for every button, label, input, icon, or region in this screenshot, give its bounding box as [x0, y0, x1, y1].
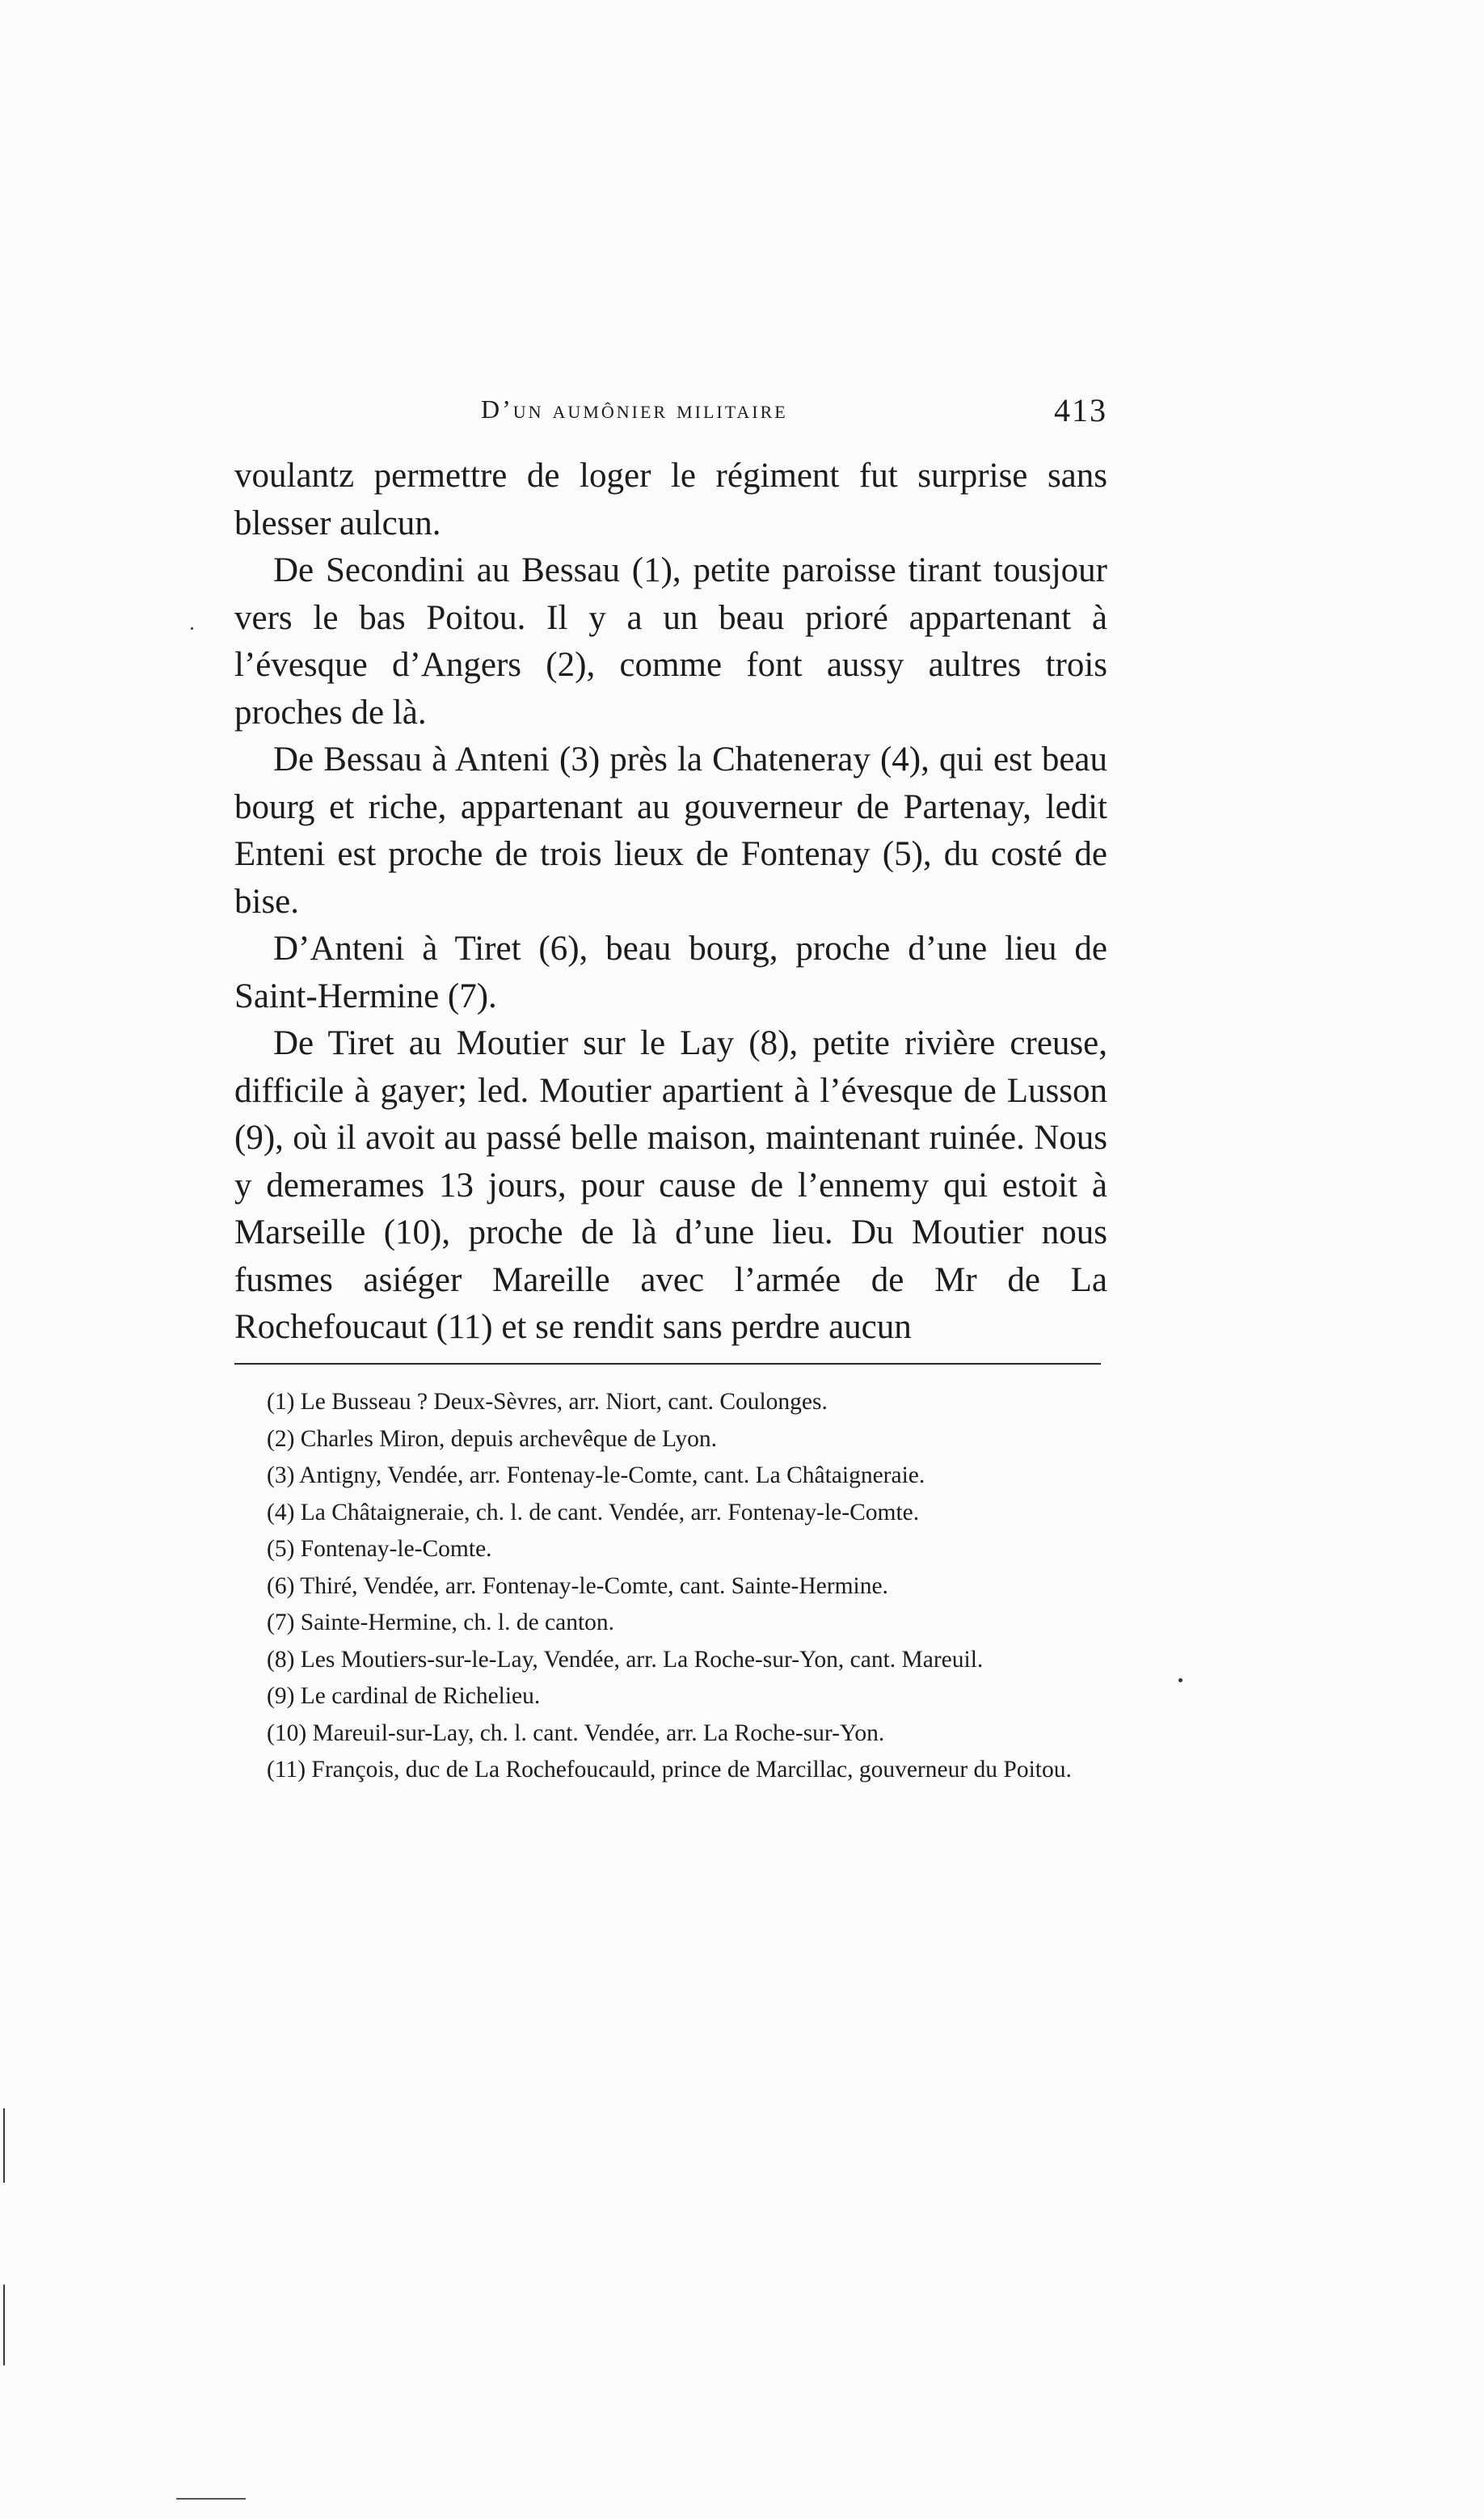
- paragraph: De Secondini au Bessau (1), petite paroisse tirant tousjour vers le bas Poitou. Il y a un beau prioré appartenant à l’évesque d’Angers (2), comme font aussy aultres trois proches de là.: [234, 551, 1107, 732]
- running-title: D’un aumônier militaire: [481, 395, 788, 424]
- footnote: (5) Fontenay-le-Comte.: [267, 1536, 492, 1562]
- body-text: [234, 453, 1107, 1352]
- paragraph: D’Anteni à Tiret (6), beau bourg, proche d’une lieu de Saint-Hermine (7).: [234, 930, 1107, 1015]
- footnote: (11) François, duc de La Rochefoucauld, prince de Marcillac, gouverneur du Poitou.: [267, 1757, 1072, 1783]
- paragraph: voulantz permettre de loger le régiment fut surprise sans blesser aulcun.: [234, 457, 1107, 542]
- scan-edge-mark: [3, 2285, 5, 2365]
- footnote: (8) Les Moutiers-sur-le-Lay, Vendée, arr. La Roche-sur-Yon, cant. Mareuil.: [267, 1646, 984, 1673]
- running-head: [234, 392, 1107, 435]
- scan-speck: [1178, 1678, 1183, 1682]
- footnote: (10) Mareuil-sur-Lay, ch. l. cant. Vendée, arr. La Roche-sur-Yon.: [267, 1719, 885, 1746]
- footnote: (9) Le cardinal de Richelieu.: [267, 1683, 541, 1709]
- scan-speck: [191, 627, 193, 630]
- footnote: (4) La Châtaigneraie, ch. l. de cant. Vendée, arr. Fontenay-le-Comte.: [267, 1499, 920, 1525]
- footnote: (7) Sainte-Hermine, ch. l. de canton.: [267, 1610, 615, 1635]
- footnote: (3) Antigny, Vendée, arr. Fontenay-le-Comte, cant. La Châtaigneraie.: [267, 1462, 925, 1488]
- paragraph: De Tiret au Moutier sur le Lay (8), petite rivière creuse, difficile à gayer; led. Moutier apartient à l’évesque de Lusson (9), où il avoit au passé belle maison, maintenant ruinée. Nous y demerames 13 jours, pour cause de l’ennemy qui estoit à Marseille (10), proche de là d’une lieu. Du Moutier nous fusmes asiéger Mareille avec l’armée de Mr de La Rochefoucaut (11) et se rendit sans perdre aucun: [234, 1024, 1107, 1346]
- footnote: (2) Charles Miron, depuis archevêque de Lyon.: [267, 1425, 718, 1452]
- footnote-divider: [234, 1363, 1101, 1365]
- scan-edge-mark: [3, 2108, 5, 2183]
- scan-edge-mark: [176, 2498, 246, 2500]
- footnote: (1) Le Busseau ? Deux-Sèvres, arr. Niort, cant. Coulonges.: [267, 1389, 828, 1415]
- footnotes: [234, 1384, 1107, 1789]
- page-number: 413: [1054, 392, 1107, 428]
- footnote: (6) Thiré, Vendée, arr. Fontenay-le-Comte, cant. Sainte-Hermine.: [267, 1572, 888, 1599]
- paragraph: De Bessau à Anteni (3) près la Chateneray (4), qui est beau bourg et riche, appartenant au gouverneur de Partenay, ledit Enteni est proche de trois lieux de Fontenay (5), du costé de bise.: [234, 741, 1107, 921]
